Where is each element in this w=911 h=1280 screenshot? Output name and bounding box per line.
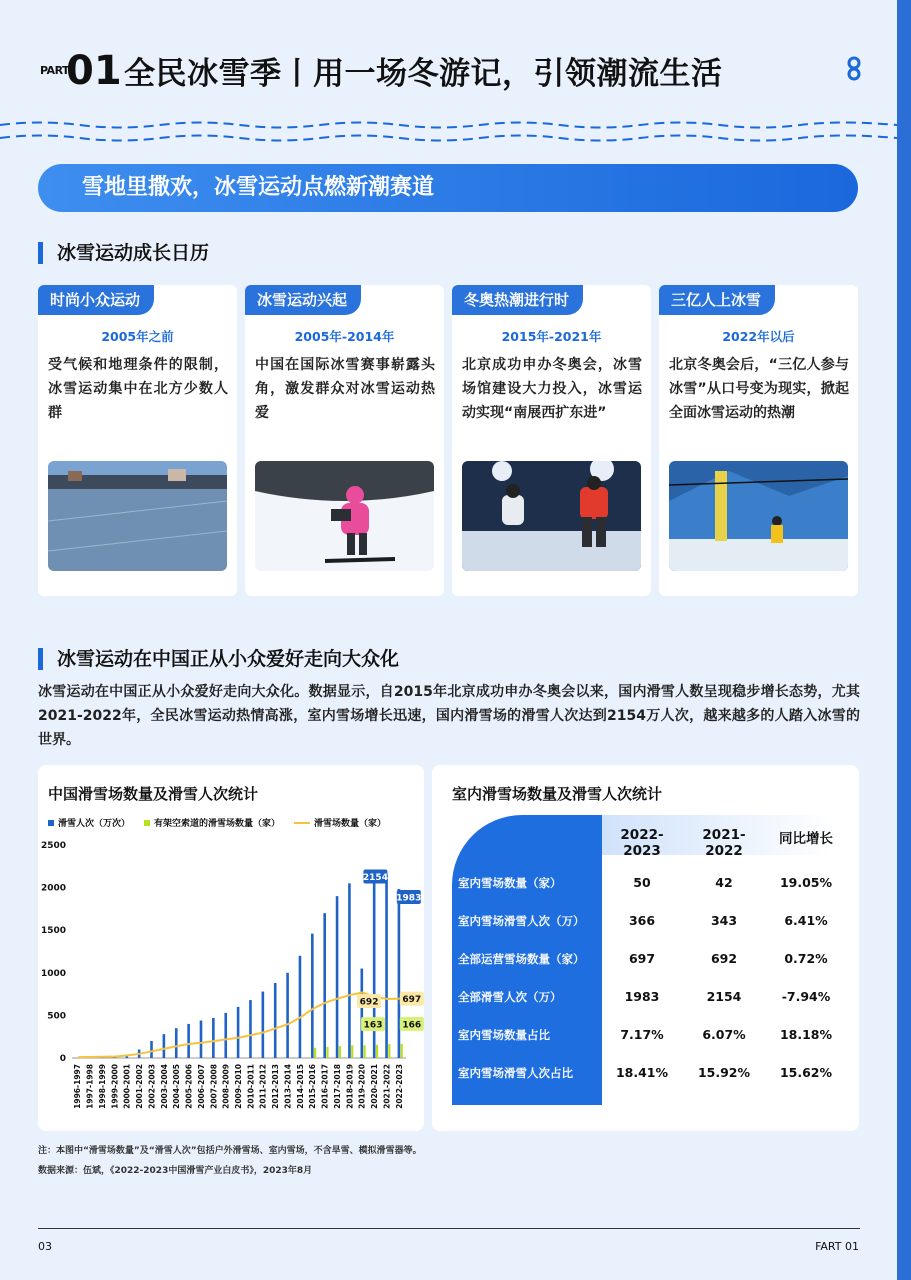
bar-visits bbox=[286, 973, 289, 1058]
x-tick-label: 2012-2013 bbox=[271, 1064, 281, 1109]
column-header: 同比增长 bbox=[779, 831, 833, 847]
table-cell: 18.18% bbox=[779, 1027, 833, 1042]
bar-visits bbox=[336, 896, 339, 1058]
card-text: 中国在国际冰雪赛事崭露头角，激发群众对冰雪运动热爱 bbox=[255, 357, 435, 421]
bar-visits bbox=[249, 1000, 252, 1058]
bar-visits bbox=[385, 874, 388, 1058]
page-number: 03 bbox=[38, 1240, 52, 1253]
bar-visits bbox=[237, 1007, 240, 1058]
bar-cableway bbox=[314, 1048, 316, 1058]
bar-visits bbox=[163, 1034, 166, 1058]
y-tick-label: 1000 bbox=[40, 968, 66, 979]
x-tick-label: 2006-2007 bbox=[196, 1064, 206, 1109]
data-label-166: 166 bbox=[402, 1020, 422, 1031]
row-label: 室内雪场滑雪人次占比 bbox=[458, 1066, 573, 1080]
bar-cableway bbox=[376, 1045, 378, 1058]
chart-title: 中国滑雪场数量及滑雪人次统计 bbox=[48, 785, 259, 803]
table-cell: 18.41% bbox=[615, 1065, 669, 1080]
x-tick-label: 2001-2002 bbox=[135, 1064, 145, 1109]
table-cell: 0.72% bbox=[784, 951, 828, 966]
bar-visits bbox=[262, 992, 265, 1058]
bar-visits bbox=[212, 1018, 215, 1058]
legend-label: 滑雪场数量（家） bbox=[314, 819, 387, 829]
x-tick-label: 2010-2011 bbox=[246, 1064, 256, 1109]
y-tick-label: 2500 bbox=[40, 841, 66, 851]
x-tick-label: 2002-2003 bbox=[147, 1064, 157, 1109]
card-tag: 时尚小众运动 bbox=[38, 285, 154, 315]
ski-resort-chart bbox=[38, 765, 424, 1131]
table-cell: 366 bbox=[628, 913, 656, 928]
table-cell: -7.94% bbox=[781, 989, 831, 1004]
bar-visits bbox=[200, 1021, 203, 1058]
popularization-heading: 冰雪运动在中国正从小众爱好走向大众化 bbox=[38, 648, 399, 670]
x-tick-label: 2011-2012 bbox=[258, 1064, 268, 1109]
x-tick-label: 2022-2023 bbox=[394, 1064, 404, 1109]
table-cell: 15.62% bbox=[779, 1065, 833, 1080]
timeline-card bbox=[38, 285, 237, 596]
data-label-163: 163 bbox=[363, 1020, 383, 1031]
bar-cableway bbox=[351, 1045, 353, 1058]
bar-cableway bbox=[388, 1044, 390, 1058]
row-label: 全部运营雪场数量（家） bbox=[458, 952, 585, 966]
bar-cableway bbox=[339, 1046, 341, 1058]
frozen-lake-photo bbox=[48, 461, 227, 571]
section-banner: 雪地里撒欢，冰雪运动点燃新潮赛道 bbox=[38, 164, 858, 212]
ski-resort-chart-panel bbox=[38, 765, 424, 1131]
table-cell: 2154 bbox=[706, 989, 742, 1004]
x-tick-label: 2013-2014 bbox=[283, 1064, 293, 1109]
card-date: 2022年以后 bbox=[722, 329, 795, 344]
data-label-697: 697 bbox=[402, 995, 422, 1006]
row-label: 室内雪场滑雪人次（万） bbox=[458, 914, 585, 928]
data-label-2154: 2154 bbox=[362, 872, 388, 883]
ice-hockey-photo bbox=[462, 461, 641, 571]
right-edge-strip bbox=[897, 0, 911, 1280]
table-cell: 19.05% bbox=[779, 875, 833, 890]
page-title: 全民冰雪季丨用一场冬游记，引领潮流生活 bbox=[124, 56, 723, 92]
card-date: 2005年-2014年 bbox=[294, 329, 395, 344]
x-tick-label: 2018-2019 bbox=[345, 1064, 355, 1109]
card-text: 受气候和地理条件的限制，冰雪运动集中在北方少数人群 bbox=[48, 357, 228, 421]
legend-label: 滑雪人次（万次） bbox=[58, 819, 131, 829]
timeline-cards bbox=[38, 285, 859, 596]
x-tick-label: 2008-2009 bbox=[221, 1064, 231, 1109]
footer-part-label: FART 01 bbox=[815, 1240, 859, 1253]
card-text: 北京成功申办冬奥会，冰雪场馆建设大力投入，冰雪运动实现“南展西扩东进” bbox=[462, 357, 642, 421]
row-label: 室内雪场数量（家） bbox=[458, 876, 562, 890]
bar-visits bbox=[398, 889, 401, 1058]
card-date: 2015年-2021年 bbox=[501, 329, 602, 344]
bar-cableway bbox=[326, 1047, 328, 1058]
card-tag: 冬奥热潮进行时 bbox=[452, 285, 583, 315]
bar-visits bbox=[311, 934, 314, 1058]
card-tag: 冰雪运动兴起 bbox=[245, 285, 361, 315]
part-label: PART bbox=[40, 64, 70, 77]
bar-visits bbox=[323, 913, 326, 1058]
timeline-heading: 冰雪运动成长日历 bbox=[38, 242, 209, 264]
x-tick-label: 2016-2017 bbox=[320, 1064, 330, 1109]
x-tick-label: 2017-2018 bbox=[332, 1064, 342, 1109]
bar-cableway bbox=[364, 1045, 366, 1058]
bar-cableway bbox=[401, 1044, 403, 1058]
x-tick-label: 2003-2004 bbox=[159, 1064, 169, 1109]
x-tick-label: 2020-2021 bbox=[370, 1064, 380, 1109]
bar-visits bbox=[348, 883, 351, 1058]
data-label-1983: 1983 bbox=[396, 893, 422, 904]
y-tick-label: 2000 bbox=[40, 883, 66, 894]
table-cell: 1983 bbox=[624, 989, 660, 1004]
data-source: 数据来源：伍斌，《2022-2023中国滑雪产业白皮书》，2023年8月 bbox=[38, 1166, 313, 1176]
table-cell: 50 bbox=[633, 875, 651, 890]
row-label: 全部滑雪人次（万） bbox=[458, 990, 562, 1004]
y-tick-label: 500 bbox=[47, 1011, 66, 1022]
bar-visits bbox=[187, 1024, 190, 1058]
x-tick-label: 1997-1998 bbox=[85, 1064, 95, 1109]
table-cell: 6.07% bbox=[702, 1027, 746, 1042]
intro-paragraph: 冰雪运动在中国正从小众爱好走向大众化。数据显示，自2015年北京成功申办冬奥会以来，国内滑雪人数呈现稳步增长态势，尤其2021-2022年，全民冰雪运动热情高涨，室内雪场增长迅速，国内滑雪场的滑雪人次达到2154万人次，越来越多的人踏入冰雪的世界。 bbox=[38, 684, 860, 748]
x-tick-label: 1996-1997 bbox=[73, 1064, 83, 1109]
x-tick-label: 2009-2010 bbox=[234, 1064, 243, 1109]
bar-visits bbox=[361, 969, 364, 1058]
x-tick-label: 2015-2016 bbox=[308, 1064, 318, 1109]
timeline-card bbox=[659, 285, 858, 596]
card-tag: 三亿人上冰雪 bbox=[659, 285, 775, 315]
x-tick-label: 2019-2020 bbox=[357, 1064, 367, 1109]
dashed-wave-divider bbox=[0, 118, 897, 148]
column-header: 2022-2023 bbox=[620, 827, 664, 859]
table-cell: 6.41% bbox=[784, 913, 828, 928]
x-tick-label: 2004-2005 bbox=[172, 1064, 182, 1109]
x-tick-label: 2021-2022 bbox=[382, 1064, 392, 1109]
bar-visits bbox=[224, 1013, 227, 1058]
ski-lift-photo bbox=[669, 461, 848, 571]
table-cell: 7.17% bbox=[620, 1027, 664, 1042]
card-text: 北京冬奥会后，“三亿人参与冰雪”从口号变为现实，掀起全面冰雪运动的热潮 bbox=[669, 357, 849, 421]
row-label: 室内雪场数量占比 bbox=[458, 1028, 550, 1042]
y-tick-label: 0 bbox=[59, 1054, 66, 1064]
page-header bbox=[40, 48, 870, 98]
indoor-stats-table bbox=[452, 815, 832, 1105]
card-date: 2005年之前 bbox=[101, 329, 174, 344]
table-cell: 692 bbox=[710, 951, 738, 966]
bar-visits bbox=[274, 983, 277, 1058]
x-tick-label: 2005-2006 bbox=[184, 1064, 194, 1109]
bar-visits bbox=[175, 1028, 178, 1058]
column-header: 2021-2022 bbox=[702, 827, 746, 859]
timeline-card bbox=[452, 285, 651, 596]
table-cell: 697 bbox=[628, 951, 656, 966]
bar-visits bbox=[150, 1041, 153, 1058]
child-skiing-photo bbox=[255, 461, 434, 571]
table-cell: 15.92% bbox=[697, 1065, 751, 1080]
table-cell: 343 bbox=[710, 913, 738, 928]
bar-visits bbox=[299, 956, 302, 1058]
data-label-692: 692 bbox=[359, 997, 379, 1008]
timeline-card bbox=[245, 285, 444, 596]
table-title: 室内滑雪场数量及滑雪人次统计 bbox=[452, 785, 663, 803]
y-tick-label: 1500 bbox=[40, 926, 66, 937]
x-tick-label: 2007-2008 bbox=[209, 1064, 219, 1109]
legend-label: 有架空索道的滑雪场数量（家） bbox=[154, 819, 281, 829]
table-cell: 42 bbox=[715, 875, 733, 890]
chart-note: 注：本图中“滑雪场数量”及“滑雪人次”包括户外滑雪场、室内雪场，不含旱雪、模拟滑雪器等。 bbox=[38, 1146, 422, 1156]
knot-icon bbox=[846, 56, 862, 86]
x-tick-label: 1999-2000 bbox=[110, 1064, 120, 1109]
part-number: 01 bbox=[66, 48, 122, 94]
indoor-table-panel bbox=[432, 765, 859, 1131]
bar-visits bbox=[373, 881, 376, 1058]
x-tick-label: 2000-2001 bbox=[122, 1064, 132, 1109]
x-tick-label: 2014-2015 bbox=[295, 1064, 305, 1109]
footer-divider bbox=[38, 1228, 860, 1229]
x-tick-label: 1998-1999 bbox=[97, 1064, 107, 1109]
